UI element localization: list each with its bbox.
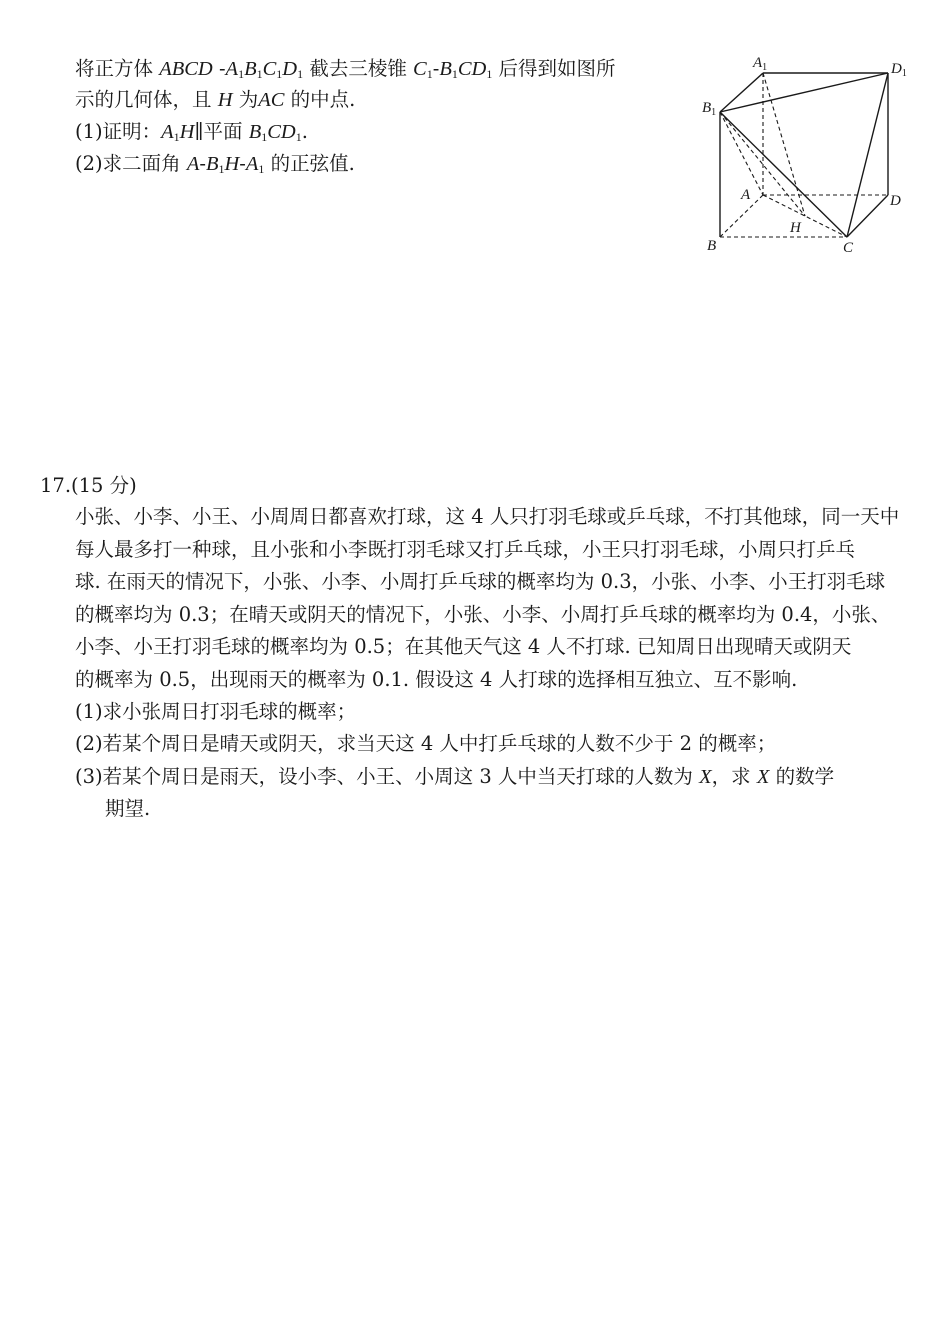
label-b: B xyxy=(707,238,717,254)
problem16-line2: 示的几何体，且 H 为AC 的中点. xyxy=(75,88,356,111)
problem17-line: 每人最多打一种球，且小张和小李既打羽毛球又打乒乓球，小王只打羽毛球，小周只打乒乓 xyxy=(75,538,856,561)
problem17-line: 的概率为 0.5，出现雨天的概率为 0.1. 假设这 4 人打球的选择相互独立、互不影响. xyxy=(75,668,798,691)
label-d1: $D_1$ xyxy=(891,61,907,79)
problem17-question1: (1)求小张周日打羽毛球的概率； xyxy=(75,700,357,723)
label-c: C xyxy=(843,240,854,256)
problem17-line: 小李、小王打羽毛球的概率均为 0.5；在其他天气这 4 人不打球. 已知周日出现晴天或阴天 xyxy=(75,635,852,658)
problem17-line: 球. 在雨天的情况下，小张、小李、小周打乒乓球的概率均为 0.3，小张、小李、小王打羽毛球 xyxy=(75,570,886,593)
problem17-line: 的概率均为 0.3；在晴天或阴天的情况下，小张、小李、小周打乒乓球的概率均为 0.4，小张、 xyxy=(75,603,891,626)
problem16-part1: (1)证明：A1H∥平面 B1CD1. xyxy=(75,120,308,144)
problem17-question2: (2)若某个周日是晴天或阴天，求当天这 4 人中打乒乓球的人数不少于 2 的概率； xyxy=(75,732,777,755)
label-a: A xyxy=(741,187,751,203)
problem17-question3: (3)若某个周日是雨天，设小李、小王、小周这 3 人中当天打球的人数为 X，求 X 的数学 xyxy=(75,765,835,788)
geometry-figure xyxy=(700,50,920,265)
label-d: D xyxy=(890,193,901,209)
problem16-part2: (2)求二面角 A-B1H-A1 的正弦值. xyxy=(75,152,355,176)
problem17-question3-cont: 期望. xyxy=(105,797,151,820)
label-a1: $A_1$ xyxy=(753,55,768,73)
problem17-line: 小张、小李、小王、小周周日都喜欢打球，这 4 人只打羽毛球或乒乓球，不打其他球，同一天中 xyxy=(75,505,900,528)
problem16-line1: 将正方体 ABCD -A1B1C1D1 截去三棱锥 C1-B1CD1 后得到如图所 xyxy=(75,57,616,81)
label-b1: $B_1$ xyxy=(702,100,717,118)
problem17-header: 17.(15 分) xyxy=(40,474,137,497)
label-h: H xyxy=(790,220,801,236)
